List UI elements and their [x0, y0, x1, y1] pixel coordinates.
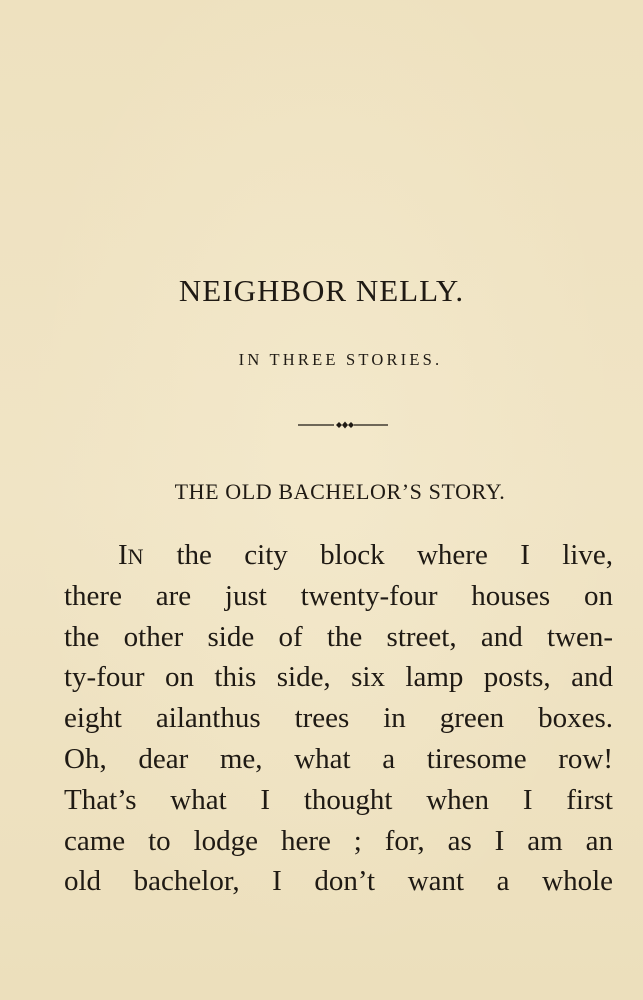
body-line: IN the city block where I live,	[118, 539, 613, 571]
story-heading: THE OLD BACHELOR’S STORY.	[174, 479, 506, 504]
body-line: came to lodge here ; for, as I am an	[64, 824, 613, 857]
body-line: old bachelor, I don’t want a whole	[64, 865, 613, 898]
story-body	[64, 535, 613, 902]
book-title: NEIGHBOR NELLY.	[178, 273, 465, 308]
ornamental-divider-icon	[298, 419, 390, 431]
body-line: That’s what I thought when I first	[64, 783, 613, 816]
body-line: the other side of the street, and twen-	[64, 620, 613, 653]
opening-word: IN	[118, 539, 145, 571]
body-line: there are just twenty-four houses on	[64, 579, 613, 612]
body-line: Oh, dear me, what a tiresome row!	[64, 742, 613, 775]
body-line: ty-four on this side, six lamp posts, and	[64, 661, 613, 694]
book-subtitle: IN THREE STORIES.	[238, 350, 443, 369]
body-line: eight ailanthus trees in green boxes.	[64, 702, 613, 735]
